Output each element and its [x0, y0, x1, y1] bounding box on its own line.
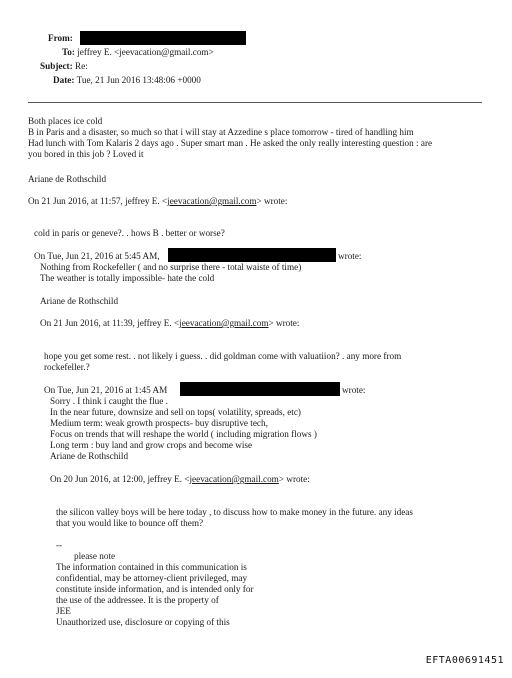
- date-label: Date:: [53, 75, 75, 85]
- message-4a: Sorry . I think i caught the flue .: [50, 396, 168, 406]
- signature-1: Ariane de Rothschild: [28, 174, 107, 184]
- bates-number: EFTA00691451: [425, 655, 504, 666]
- notice-line-3: constitute inside information, and is intended only for: [56, 584, 254, 594]
- message-4b: In the near future, downsize and sell on tops( volatility, spreads, etc): [50, 407, 301, 417]
- to-label: To:: [62, 47, 75, 57]
- message-3a: hope you get some rest. . not likely i guess. . did goldman come with valuatiion? . any more from: [44, 351, 402, 361]
- message-2b: The weather is totally impossible- hate the cold: [40, 273, 215, 283]
- signature-dashes: --: [56, 540, 63, 550]
- header-divider: [28, 102, 482, 103]
- message-1: cold in paris or geneve?. . hows B . better or worse?: [34, 228, 225, 238]
- subject-value: Re:: [74, 61, 88, 71]
- email-link-3[interactable]: jeevacation@gmail.com: [179, 318, 269, 328]
- notice-line-2: confidential, may be attorney-client privileged, may: [56, 573, 248, 583]
- to-value: jeffrey E. <jeevacation@gmail.com>: [77, 47, 214, 57]
- quote-header-1-pre: On 21 Jun 2016, at 11:57, jeffrey E. <: [28, 196, 168, 206]
- quote-header-3-post: > wrote:: [268, 318, 300, 328]
- quote-header-3-pre: On 21 Jun 2016, at 11:39, jeffrey E. <: [40, 318, 180, 328]
- message-5b: that you would like to bounce off them?: [56, 518, 204, 528]
- notice-line-6: Unauthorized use, disclosure or copying of this: [56, 617, 230, 627]
- notice-line-1: The information contained in this communication is: [56, 562, 247, 572]
- notice-line-5: JEE: [56, 606, 71, 616]
- from-label: From:: [48, 33, 73, 43]
- message-4d: Focus on trends that will reshape the world ( including migration flows ): [50, 429, 317, 439]
- body-line-3: Had lunch with Tom Kalaris 2 days ago . Super smart man . He asked the only really interesting question : are: [28, 138, 433, 148]
- subject-label: Subject:: [40, 61, 73, 71]
- message-3b: rockefeller.?: [44, 362, 90, 372]
- message-2a: Nothing from Rockefeller ( and no surprise there - total waiste of time): [40, 262, 302, 272]
- quote-header-4-post: wrote:: [342, 385, 366, 395]
- quote-header-1-post: > wrote:: [256, 196, 288, 206]
- to-row: [62, 47, 214, 58]
- date-row: [53, 75, 201, 86]
- quote-header-2-pre: On Tue, Jun 21, 2016 at 5:45 AM,: [34, 251, 160, 261]
- redacted-from: [80, 31, 246, 45]
- redacted-sender-2: [168, 248, 336, 262]
- notice-title: please note: [74, 551, 116, 561]
- quote-header-5-pre: On 20 Jun 2016, at 12:00, jeffrey E. <: [50, 474, 190, 484]
- notice-line-4: the use of the addressee. It is the property of: [56, 595, 219, 605]
- quote-header-4-pre: On Tue, Jun 21, 2016 at 1:45 AM: [44, 385, 168, 395]
- quote-header-5: [50, 474, 310, 485]
- message-4c: Medium term: weak growth prospects- buy disruptive tech,: [50, 418, 268, 428]
- date-value: Tue, 21 Jun 2016 13:48:06 +0000: [76, 75, 201, 85]
- quote-header-3: [40, 318, 299, 329]
- body-line-2: B in Paris and a disaster, so much so that i will stay at Azzedine s place tomorrow - tired of handling him: [28, 127, 414, 137]
- redacted-sender-4: [180, 382, 340, 396]
- email-link-5[interactable]: jeevacation@gmail.com: [189, 474, 279, 484]
- email-link-1[interactable]: jeevacation@gmail.com: [167, 196, 257, 206]
- message-5a: the silicon valley boys will be here today , to discuss how to make money in the future. any ideas: [56, 507, 413, 517]
- body-line-4: you bored in this job ? Loved it: [28, 149, 144, 159]
- subject-row: [40, 61, 88, 72]
- message-4e: Long term : buy land and grow crops and become wise: [50, 440, 253, 450]
- message-4f: Ariane de Rothschild: [50, 451, 129, 461]
- quote-header-1: [28, 196, 287, 207]
- quote-header-5-post: > wrote:: [278, 474, 310, 484]
- body-line-1: Both places ice cold: [28, 116, 103, 126]
- quote-header-2-post: wrote:: [338, 251, 362, 261]
- signature-2: Ariane de Rothschild: [40, 296, 119, 306]
